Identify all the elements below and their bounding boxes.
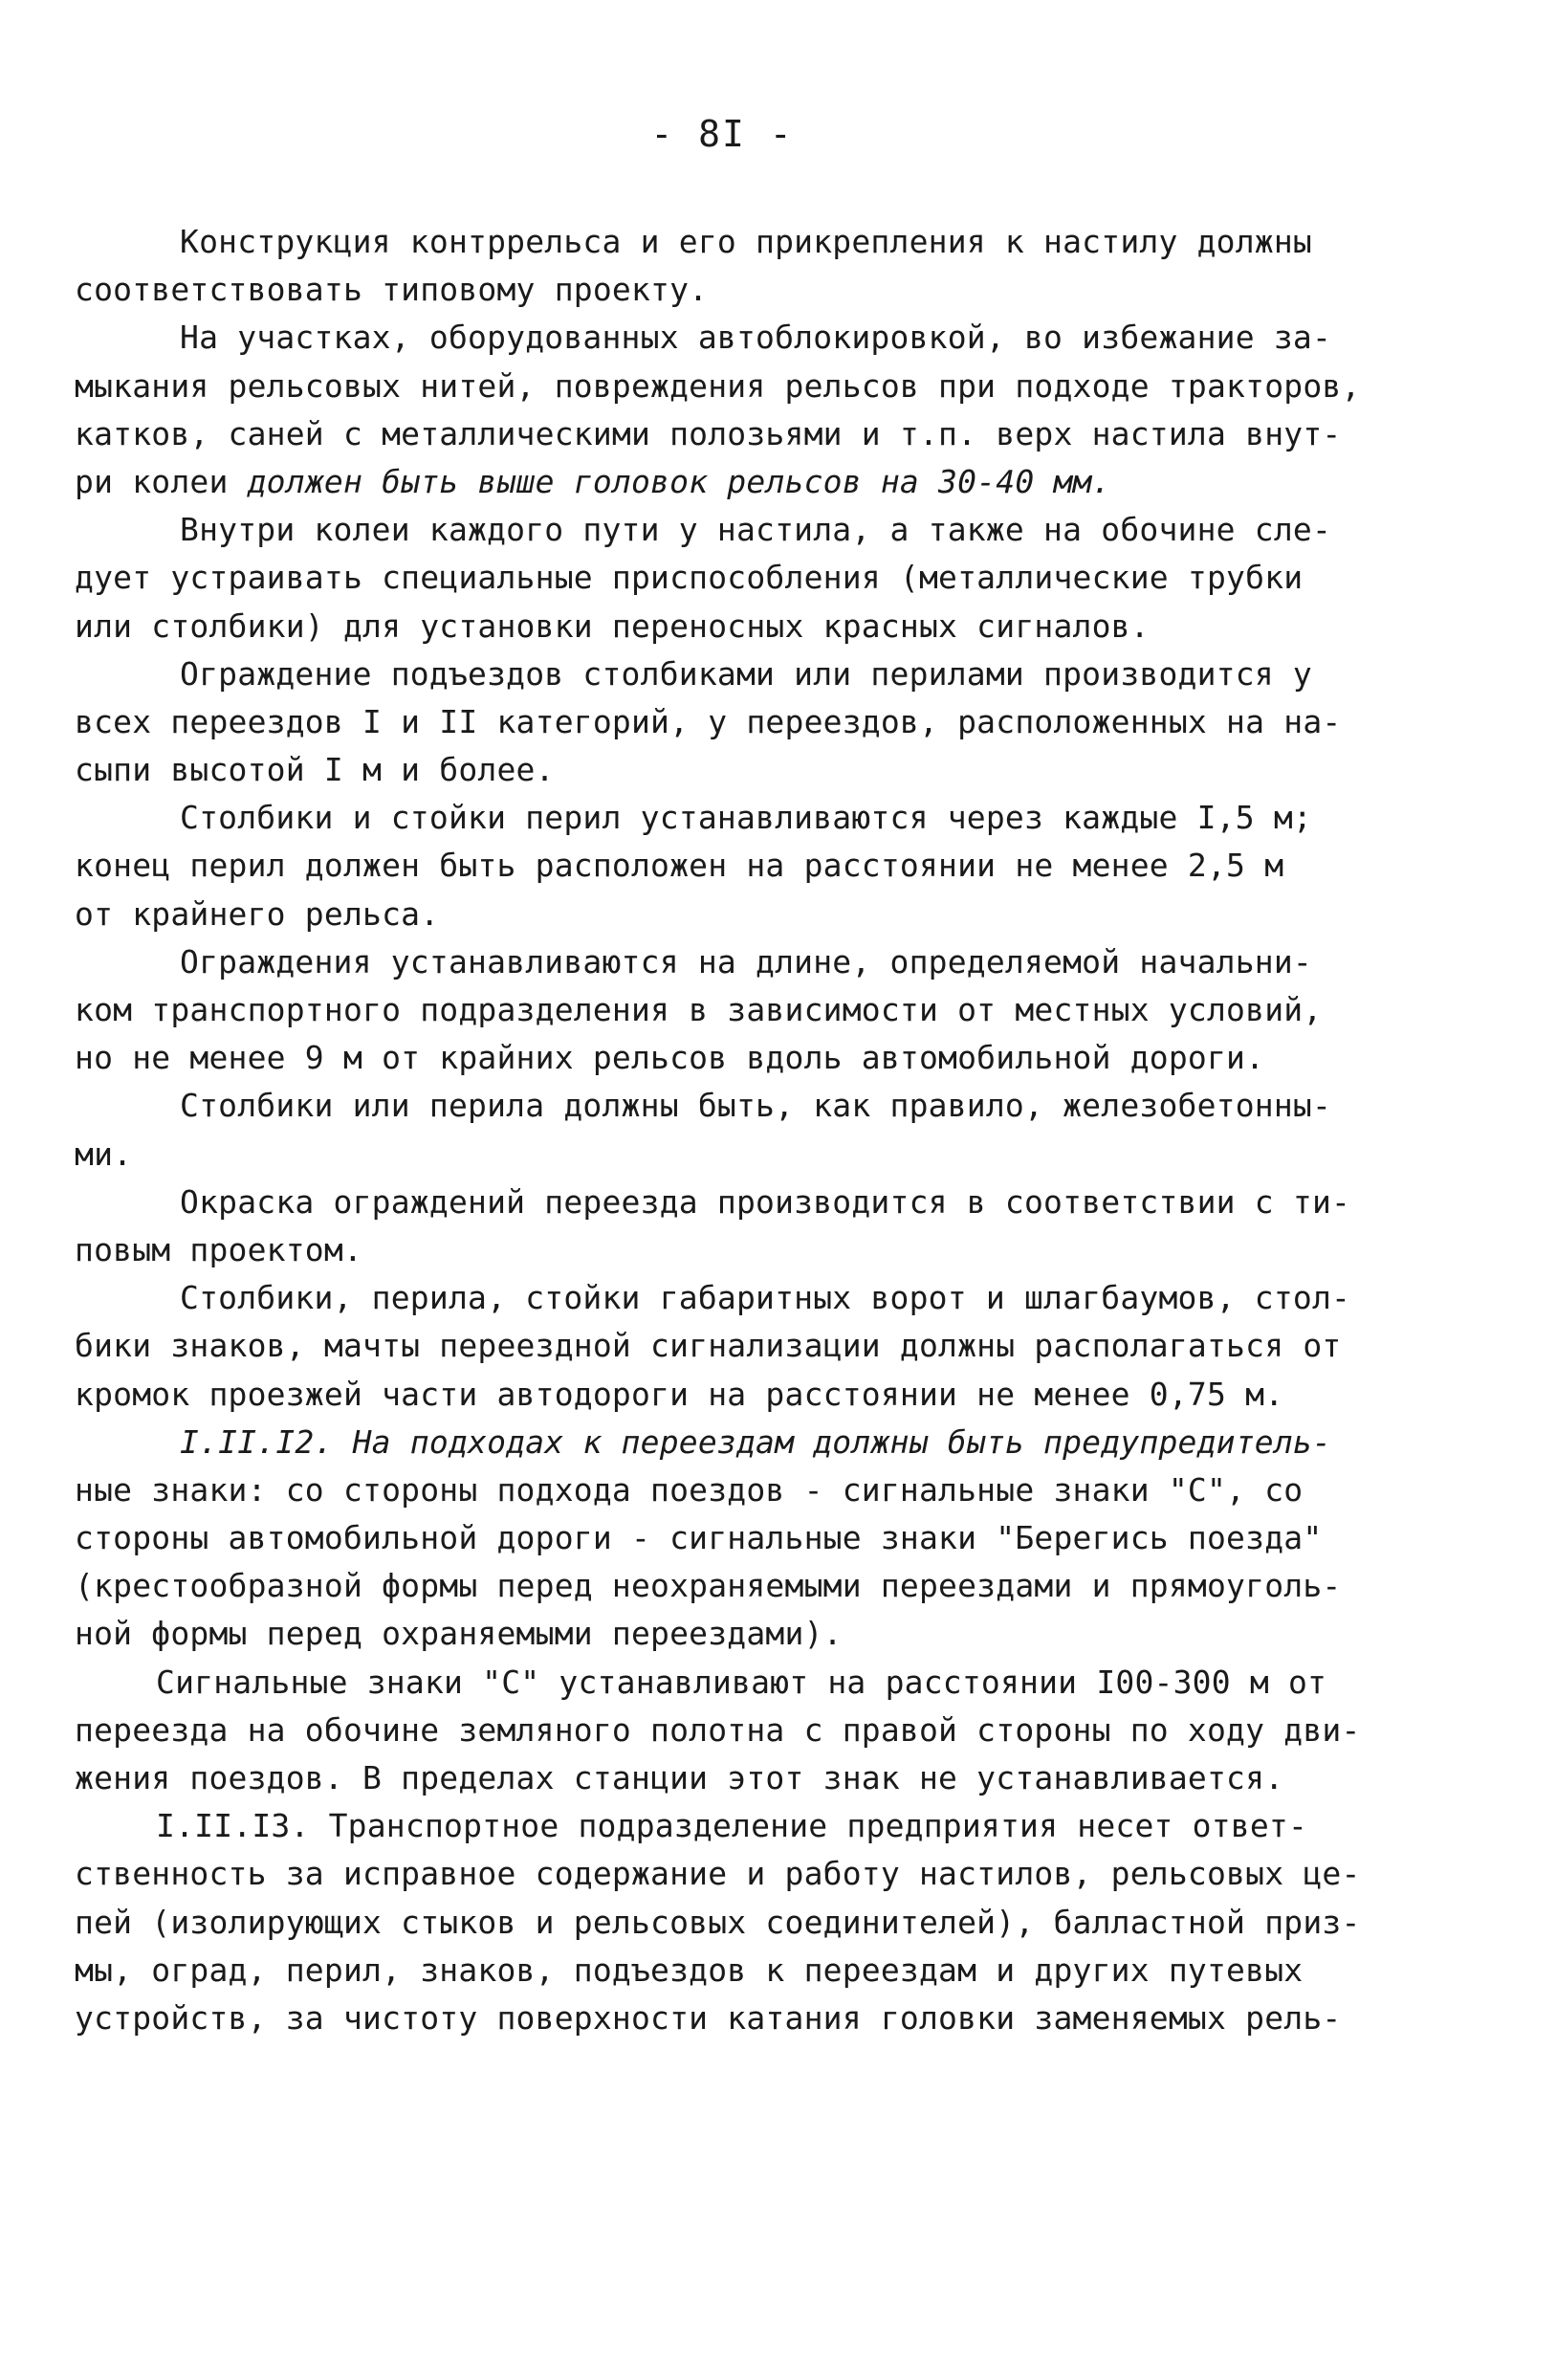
text-line: мыкания рельсовых нитей, повреждения рельсов при подходе тракторов, (75, 366, 1361, 405)
text-line: Конструкция контррельса и его прикрепления к настилу должны (180, 223, 1312, 260)
text-line: но не менее 9 м от крайних рельсов вдоль автомобильной дороги. (75, 1039, 1265, 1077)
text-line: конец перил должен быть расположен на расстоянии не менее 2,5 м (75, 847, 1284, 885)
text-line: сыпи высотой I м и более. (75, 751, 555, 789)
text-line: Сигнальные знаки "С" устанавливают на расстоянии I00-300 м от (156, 1663, 1327, 1701)
text-line: Столбики, перила, стойки габаритных ворот и шлагбаумов, стол- (180, 1279, 1351, 1317)
text-line: или столбики) для установки переносных красных сигналов. (75, 606, 1150, 645)
text-line: ми. (75, 1135, 133, 1173)
text-line: устройств, за чистоту поверхности катания головки заменяемых рель- (75, 1998, 1342, 2037)
text-line: бики знаков, мачты переездной сигнализации должны располагаться от (75, 1327, 1342, 1365)
text-line: жения поездов. В пределах станции этот знак не устанавливается. (75, 1759, 1284, 1796)
text-line: от крайнего рельса. (75, 894, 440, 933)
text-line: На участках, оборудованных автоблокировкой, во избежание за- (180, 319, 1332, 357)
text-line: повым проектом. (75, 1230, 363, 1268)
text-segment-italic: должен быть выше головок рельсов на 30-40 мм. (228, 462, 1111, 500)
text-line: Ограждение подъездов столбиками или перилами производится у (180, 654, 1312, 693)
text-line: ные знаки: со стороны подхода поездов - сигнальные знаки "С", со (75, 1470, 1304, 1509)
text-line: кромок проезжей части автодороги на расстоянии не менее 0,75 м. (75, 1375, 1284, 1413)
text-line: соответствовать типовому проекту. (75, 271, 709, 309)
text-line: Столбики и стойки перил устанавливаются через каждые I,5 м; (180, 799, 1312, 837)
text-line: I.II.I3. Транспортное подразделение предприятия несет ответ- (156, 1807, 1308, 1845)
text-line: мы, оград, перил, знаков, подъездов к переездам и других путевых (75, 1950, 1304, 1989)
text-line: I.II.I2. На подходах к переездам должны быть предупредитель- (180, 1422, 1332, 1461)
text-line (75, 458, 1375, 506)
text-line: ком транспортного подразделения в зависимости от местных условий, (75, 991, 1323, 1028)
text-line: катков, саней с металлическими полозьями и т.п. верх настила внут- (75, 414, 1342, 452)
text-line: дует устраивать специальные приспособления (металлические трубки (75, 559, 1304, 597)
text-line: Окраска ограждений переезда производится в соответствии с ти- (180, 1182, 1351, 1221)
text-line: Внутри колеи каждого пути у настила, а также на обочине сле- (180, 511, 1332, 549)
text-line: переезда на обочине земляного полотна с правой стороны по ходу дви- (75, 1710, 1361, 1749)
text-line: Ограждения устанавливаются на длине, определяемой начальни- (180, 942, 1312, 981)
document-body (75, 218, 1375, 2042)
text-segment: ри колеи (75, 462, 229, 500)
text-line: ной формы перед охраняемыми переездами). (75, 1615, 843, 1653)
text-line: стороны автомобильной дороги - сигнальные знаки "Берегись поезда" (75, 1519, 1323, 1557)
text-line: всех переездов I и II категорий, у переездов, расположенных на на- (75, 702, 1342, 740)
text-line: (крестообразной формы перед неохраняемыми переездами и прямоуголь- (75, 1567, 1342, 1605)
text-line: ственность за исправное содержание и работу настилов, рельсовых це- (75, 1855, 1361, 1893)
text-line: Столбики или перила должны быть, как правило, железобетонны- (180, 1087, 1332, 1125)
page-number: - 8I - (650, 113, 794, 155)
text-line: пей (изолирующих стыков и рельсовых соединителей), балластной приз- (75, 1903, 1361, 1941)
